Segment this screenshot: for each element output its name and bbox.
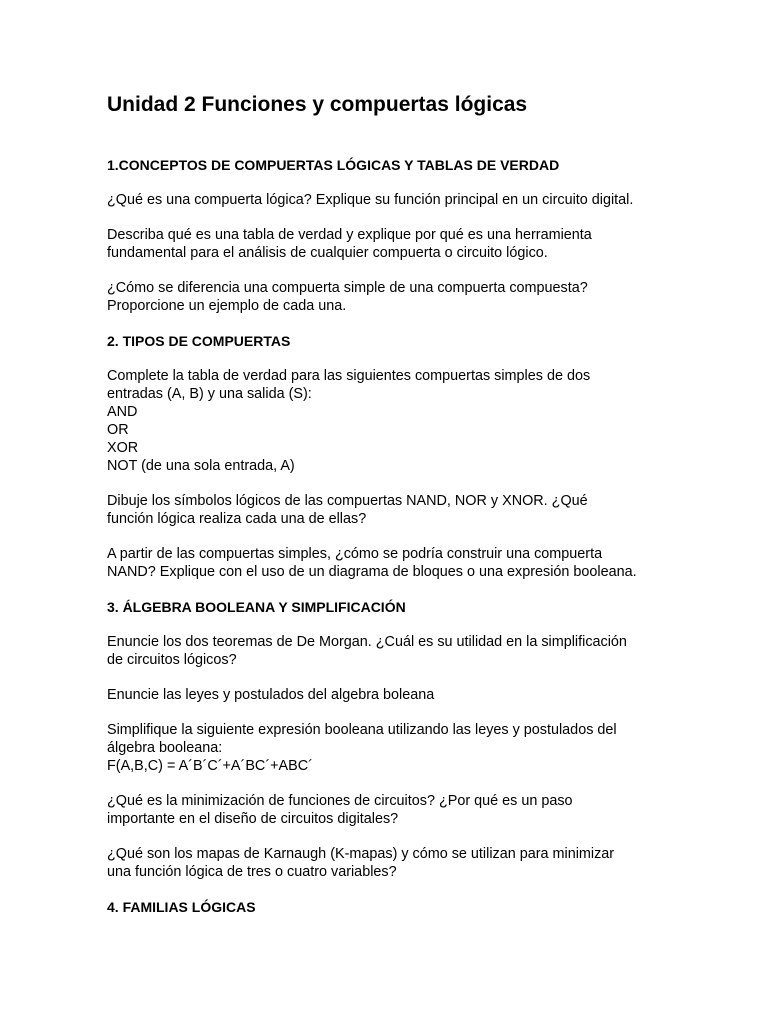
question-paragraph — [107, 721, 708, 775]
text-line: Enuncie los dos teoremas de De Morgan. ¿Cuál es su utilidad en la simplificación — [107, 634, 627, 650]
text-line: Complete la tabla de verdad para las siguientes compuertas simples de dos — [107, 368, 591, 384]
gate-item: NOT (de una sola entrada, A) — [107, 458, 295, 474]
question-paragraph — [107, 686, 708, 704]
text-line: importante en el diseño de circuitos digitales? — [107, 811, 399, 827]
question-paragraph — [107, 367, 708, 475]
text-line: Proporcione un ejemplo de cada una. — [107, 298, 347, 314]
gate-item: AND — [107, 404, 138, 420]
section-4 — [107, 898, 708, 916]
section-heading: 2. TIPOS DE COMPUERTAS — [107, 333, 291, 349]
section-heading: 3. ÁLGEBRA BOOLEANA Y SIMPLIFICACIÓN — [107, 599, 406, 615]
text-line: ¿Qué es la minimización de funciones de circuitos? ¿Por qué es un paso — [107, 793, 573, 809]
document-title: Unidad 2 Funciones y compuertas lógicas — [107, 93, 528, 116]
question-paragraph — [107, 492, 708, 528]
boolean-expression: F(A,B,C) = A´B´C´+A´BC´+ABC´ — [107, 758, 313, 774]
text-line: ¿Qué son los mapas de Karnaugh (K-mapas) y cómo se utilizan para minimizar — [107, 846, 615, 862]
text-line: Describa qué es una tabla de verdad y explique por qué es una herramienta — [107, 227, 592, 243]
text-line: A partir de las compuertas simples, ¿cómo se podría construir una compuerta — [107, 546, 603, 562]
gate-item: OR — [107, 422, 129, 438]
question-paragraph — [107, 792, 708, 828]
text-line: función lógica realiza cada una de ellas? — [107, 511, 367, 527]
question-paragraph — [107, 226, 708, 262]
text-line: ¿Qué es una compuerta lógica? Explique su función principal en un circuito digital. — [107, 192, 634, 208]
text-line: Simplifique la siguiente expresión booleana utilizando las leyes y postulados del — [107, 722, 617, 738]
text-line: álgebra booleana: — [107, 740, 223, 756]
text-line: fundamental para el análisis de cualquier compuerta o circuito lógico. — [107, 245, 548, 261]
text-line: entradas (A, B) y una salida (S): — [107, 386, 312, 402]
question-paragraph — [107, 633, 708, 669]
gate-item: XOR — [107, 440, 139, 456]
text-line: de circuitos lógicos? — [107, 652, 237, 668]
text-line: ¿Cómo se diferencia una compuerta simple de una compuerta compuesta? — [107, 280, 588, 296]
question-paragraph — [107, 191, 708, 209]
section-1 — [107, 156, 708, 315]
text-line: Dibuje los símbolos lógicos de las compuertas NAND, NOR y XNOR. ¿Qué — [107, 493, 588, 509]
text-line: Enuncie las leyes y postulados del algebra boleana — [107, 687, 435, 703]
section-3 — [107, 598, 708, 881]
section-2 — [107, 332, 708, 581]
question-paragraph — [107, 545, 708, 581]
question-paragraph — [107, 845, 708, 881]
text-line: NAND? Explique con el uso de un diagrama de bloques o una expresión booleana. — [107, 564, 637, 580]
section-heading: 1.CONCEPTOS DE COMPUERTAS LÓGICAS Y TABLAS DE VERDAD — [107, 157, 560, 173]
text-line: una función lógica de tres o cuatro variables? — [107, 864, 397, 880]
section-heading: 4. FAMILIAS LÓGICAS — [107, 899, 256, 915]
question-paragraph — [107, 279, 708, 315]
